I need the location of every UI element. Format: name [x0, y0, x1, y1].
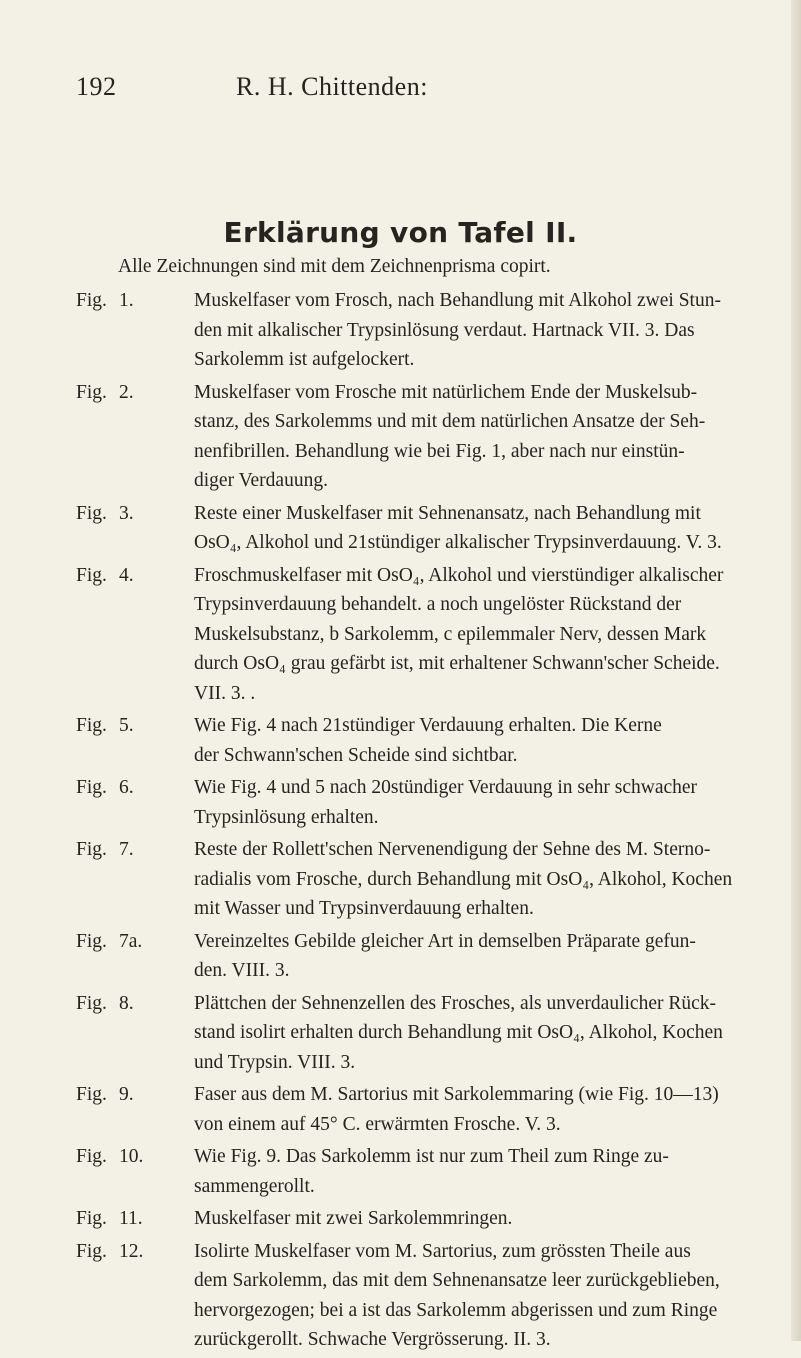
- figure-number: 10.: [119, 1146, 144, 1167]
- figure-label: Fig.: [76, 290, 107, 311]
- figure-entry: [76, 711, 776, 770]
- figure-label: Fig.: [76, 992, 107, 1014]
- description-line: Sarkolemm ist aufgelockert.: [194, 349, 415, 370]
- description-line: sammengerollt.: [194, 1175, 315, 1197]
- description-line: durch OsO₄ grau gefärbt ist, mit erhaltener Schwann'scher Scheide.: [194, 653, 720, 674]
- figure-number: 4.: [119, 564, 134, 586]
- page-header: [76, 72, 716, 112]
- figure-description: [194, 989, 764, 1078]
- description-line: der Schwann'schen Scheide sind sichtbar.: [194, 744, 518, 766]
- figure-number: 12.: [119, 1240, 144, 1262]
- description-line: und Trypsin. VIII. 3.: [194, 1051, 356, 1073]
- description-line: Muskelsubstanz, b Sarkolemm, c epilemmaler Nerv, dessen Mark: [194, 623, 707, 645]
- description-line: Vereinzeltes Gebilde gleicher Art in demselben Präparate gefun-: [194, 930, 696, 952]
- description-line: radialis vom Frosche, durch Behandlung mit OsO₄, Alkohol, Kochen: [194, 868, 733, 890]
- description-line: von einem auf 45° C. erwärmten Frosche. V. 3.: [194, 1113, 561, 1135]
- description-line: stand isolirt erhalten durch Behandlung mit OsO₄, Alkohol, Kochen: [194, 1022, 723, 1043]
- figure-number: 7.: [119, 839, 134, 860]
- figure-list: [76, 286, 776, 1358]
- figure-description: [194, 499, 764, 558]
- figure-entry: [76, 1142, 776, 1201]
- figure-description: [194, 286, 764, 375]
- figure-number: 9.: [119, 1084, 134, 1105]
- figure-number: 6.: [119, 777, 134, 798]
- figure-label: Fig.: [76, 1146, 107, 1167]
- figure-label: Fig.: [76, 564, 107, 586]
- page-edge: [791, 0, 801, 1341]
- description-line: Wie Fig. 4 nach 21stündiger Verdauung erhalten. Die Kerne: [194, 715, 662, 736]
- figure-description: [194, 1080, 764, 1139]
- figure-entry: [76, 286, 776, 375]
- description-line: Reste der Rollett'schen Nervenendigung der Sehne des M. Sterno-: [194, 839, 711, 860]
- figure-label: Fig.: [76, 839, 107, 860]
- description-line: den. VIII. 3.: [194, 960, 290, 981]
- figure-label: Fig.: [76, 1084, 107, 1105]
- figure-description: [194, 378, 764, 496]
- figure-entry: [76, 989, 776, 1078]
- figure-description: [194, 1204, 764, 1234]
- description-line: mit Wasser und Trypsinverdauung erhalten.: [194, 898, 534, 919]
- figure-number: 11.: [119, 1208, 143, 1229]
- figure-label: Fig.: [76, 381, 107, 403]
- figure-label: Fig.: [76, 930, 107, 952]
- figure-entry: [76, 499, 776, 558]
- description-line: nenfibrillen. Behandlung wie bei Fig. 1, aber nach nur einstün-: [194, 440, 685, 462]
- figure-description: [194, 1142, 764, 1201]
- figure-entry: [76, 1204, 776, 1234]
- figure-label: Fig.: [76, 715, 107, 736]
- figure-description: [194, 1237, 764, 1355]
- description-line: zurückgerollt. Schwache Vergrösserung. II. 3.: [194, 1329, 551, 1350]
- description-line: VII. 3. .: [194, 682, 256, 704]
- figure-description: [194, 561, 764, 709]
- figure-description: [194, 773, 764, 832]
- description-line: OsO₄, Alkohol und 21stündiger alkalischer Trypsinverdauung. V. 3.: [194, 532, 722, 553]
- page-number: 192: [76, 72, 117, 101]
- running-head: R. H. Chittenden:: [236, 72, 428, 101]
- figure-number: 7a.: [119, 930, 143, 952]
- description-line: Muskelfaser mit zwei Sarkolemmringen.: [194, 1208, 513, 1229]
- figure-label: Fig.: [76, 1240, 107, 1262]
- figure-number: 1.: [119, 290, 134, 311]
- figure-number: 2.: [119, 381, 134, 403]
- figure-entry: [76, 773, 776, 832]
- description-line: Trypsinlösung erhalten.: [194, 806, 379, 828]
- intro-text: Alle Zeichnungen sind mit dem Zeichnenprisma copirt.: [118, 256, 551, 277]
- figure-label: Fig.: [76, 1208, 107, 1229]
- figure-number: 5.: [119, 715, 134, 736]
- figure-entry: [76, 378, 776, 496]
- figure-number: 8.: [119, 992, 134, 1014]
- figure-label: Fig.: [76, 777, 107, 798]
- figure-number: 3.: [119, 502, 134, 524]
- description-line: diger Verdauung.: [194, 470, 328, 491]
- description-line: Wie Fig. 9. Das Sarkolemm ist nur zum Theil zum Ringe zu-: [194, 1146, 669, 1167]
- description-line: Reste einer Muskelfaser mit Sehnenansatz, nach Behandlung mit: [194, 502, 701, 524]
- figure-label: Fig.: [76, 502, 107, 524]
- description-line: Muskelfaser vom Frosch, nach Behandlung mit Alkohol zwei Stun-: [194, 290, 721, 311]
- description-line: dem Sarkolemm, das mit dem Sehnenansatze leer zurückgeblieben,: [194, 1270, 720, 1291]
- figure-entry: [76, 561, 776, 709]
- description-line: Muskelfaser vom Frosche mit natürlichem Ende der Muskelsub-: [194, 381, 698, 403]
- description-line: Wie Fig. 4 und 5 nach 20stündiger Verdauung in sehr schwacher: [194, 777, 698, 798]
- page-title: Erklärung von Tafel II.: [223, 216, 578, 249]
- figure-entry: [76, 1080, 776, 1139]
- figure-description: [194, 835, 764, 924]
- figure-description: [194, 927, 764, 986]
- figure-entry: [76, 927, 776, 986]
- description-line: stanz, des Sarkolemms und mit dem natürlichen Ansatze der Seh-: [194, 411, 706, 432]
- description-line: Trypsinverdauung behandelt. a noch ungelöster Rückstand der: [194, 594, 682, 615]
- description-line: Froschmuskelfaser mit OsO₄, Alkohol und vierstündiger alkalischer: [194, 564, 724, 586]
- figure-entry: [76, 1237, 776, 1355]
- figure-entry: [76, 835, 776, 924]
- description-line: Isolirte Muskelfaser vom M. Sartorius, zum grössten Theile aus: [194, 1240, 691, 1262]
- figure-description: [194, 711, 764, 770]
- description-line: den mit alkalischer Trypsinlösung verdaut. Hartnack VII. 3. Das: [194, 319, 695, 341]
- description-line: hervorgezogen; bei a ist das Sarkolemm abgerissen und zum Ringe: [194, 1299, 718, 1321]
- description-line: Faser aus dem M. Sartorius mit Sarkolemmaring (wie Fig. 10—13): [194, 1084, 719, 1105]
- description-line: Plättchen der Sehnenzellen des Frosches, als unverdaulicher Rück-: [194, 992, 716, 1014]
